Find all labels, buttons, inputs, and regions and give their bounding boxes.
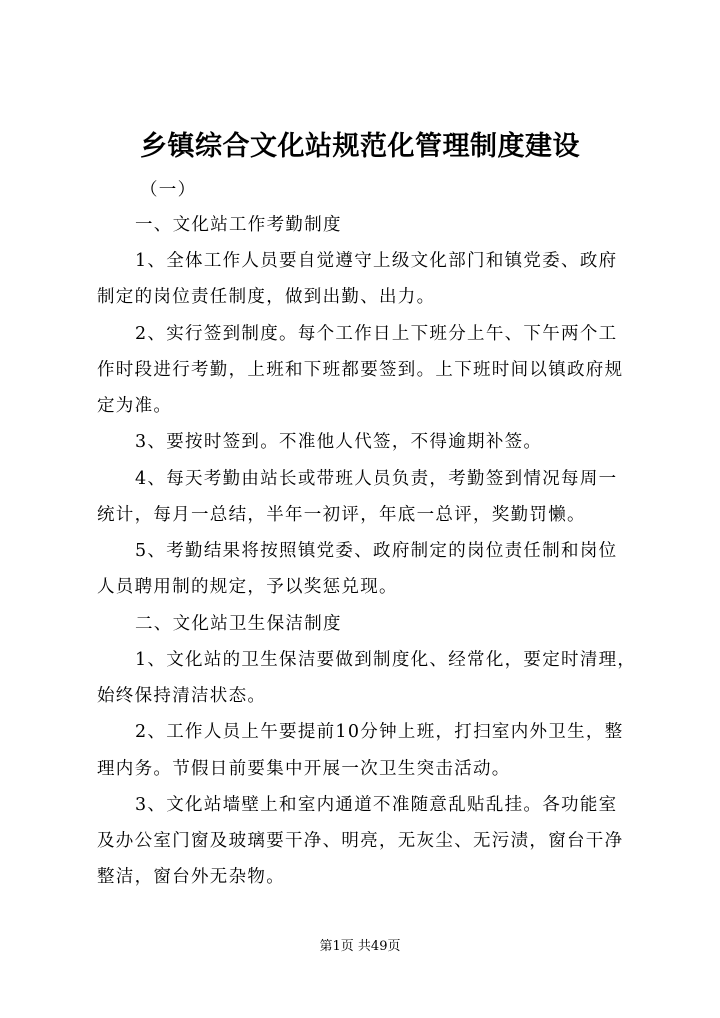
subtitle: （一） xyxy=(140,180,197,200)
paragraph-line: 2、工作人员上午要提前10分钟上班，打扫室内外卫生，整 xyxy=(135,722,624,742)
paragraph-line: 作时段进行考勤，上班和下班都要签到。上下班时间以镇政府规 xyxy=(97,360,624,380)
paragraph-line: 制定的岗位责任制度，做到出勤、出力。 xyxy=(97,287,436,307)
paragraph-line: 定为准。 xyxy=(97,396,173,416)
paragraph-line: 4、每天考勤由站长或带班人员负责，考勤签到情况每周一 xyxy=(135,469,618,489)
paragraph-line: 及办公室门窗及玻璃要干净、明亮，无灰尘、无污渍，窗台干净 xyxy=(97,831,624,851)
paragraph-line: 理内务。节假日前要集中开展一次卫生突击活动。 xyxy=(97,759,511,779)
paragraph-line: 始终保持清洁状态。 xyxy=(97,686,267,706)
page-footer: 第1页 共49页 xyxy=(319,939,401,954)
document-body xyxy=(97,0,637,1018)
paragraph-line: 统计，每月一总结，半年一初评，年底一总评，奖勤罚懒。 xyxy=(97,505,586,525)
paragraph-line: 人员聘用制的规定，予以奖惩兑现。 xyxy=(97,577,398,597)
paragraph-line: 整洁，窗台外无杂物。 xyxy=(97,867,285,887)
document-title: 乡镇综合文化站规范化管理制度建设 xyxy=(140,131,580,162)
section-heading-1: 一、文化站工作考勤制度 xyxy=(135,215,342,235)
paragraph-line: 2、实行签到制度。每个工作日上下班分上午、下午两个工 xyxy=(135,324,618,344)
paragraph-line: 5、考勤结果将按照镇党委、政府制定的岗位责任制和岗位 xyxy=(135,541,618,561)
paragraph-line: 1、全体工作人员要自觉遵守上级文化部门和镇党委、政府 xyxy=(135,251,618,271)
paragraph-line: 1、文化站的卫生保洁要做到制度化、经常化，要定时清理， xyxy=(135,650,637,670)
section-heading-2: 二、文化站卫生保洁制度 xyxy=(135,614,342,634)
paragraph-line: 3、文化站墙壁上和室内通道不准随意乱贴乱挂。各功能室 xyxy=(135,795,618,815)
paragraph-line: 3、要按时签到。不准他人代签，不得逾期补签。 xyxy=(135,432,543,452)
